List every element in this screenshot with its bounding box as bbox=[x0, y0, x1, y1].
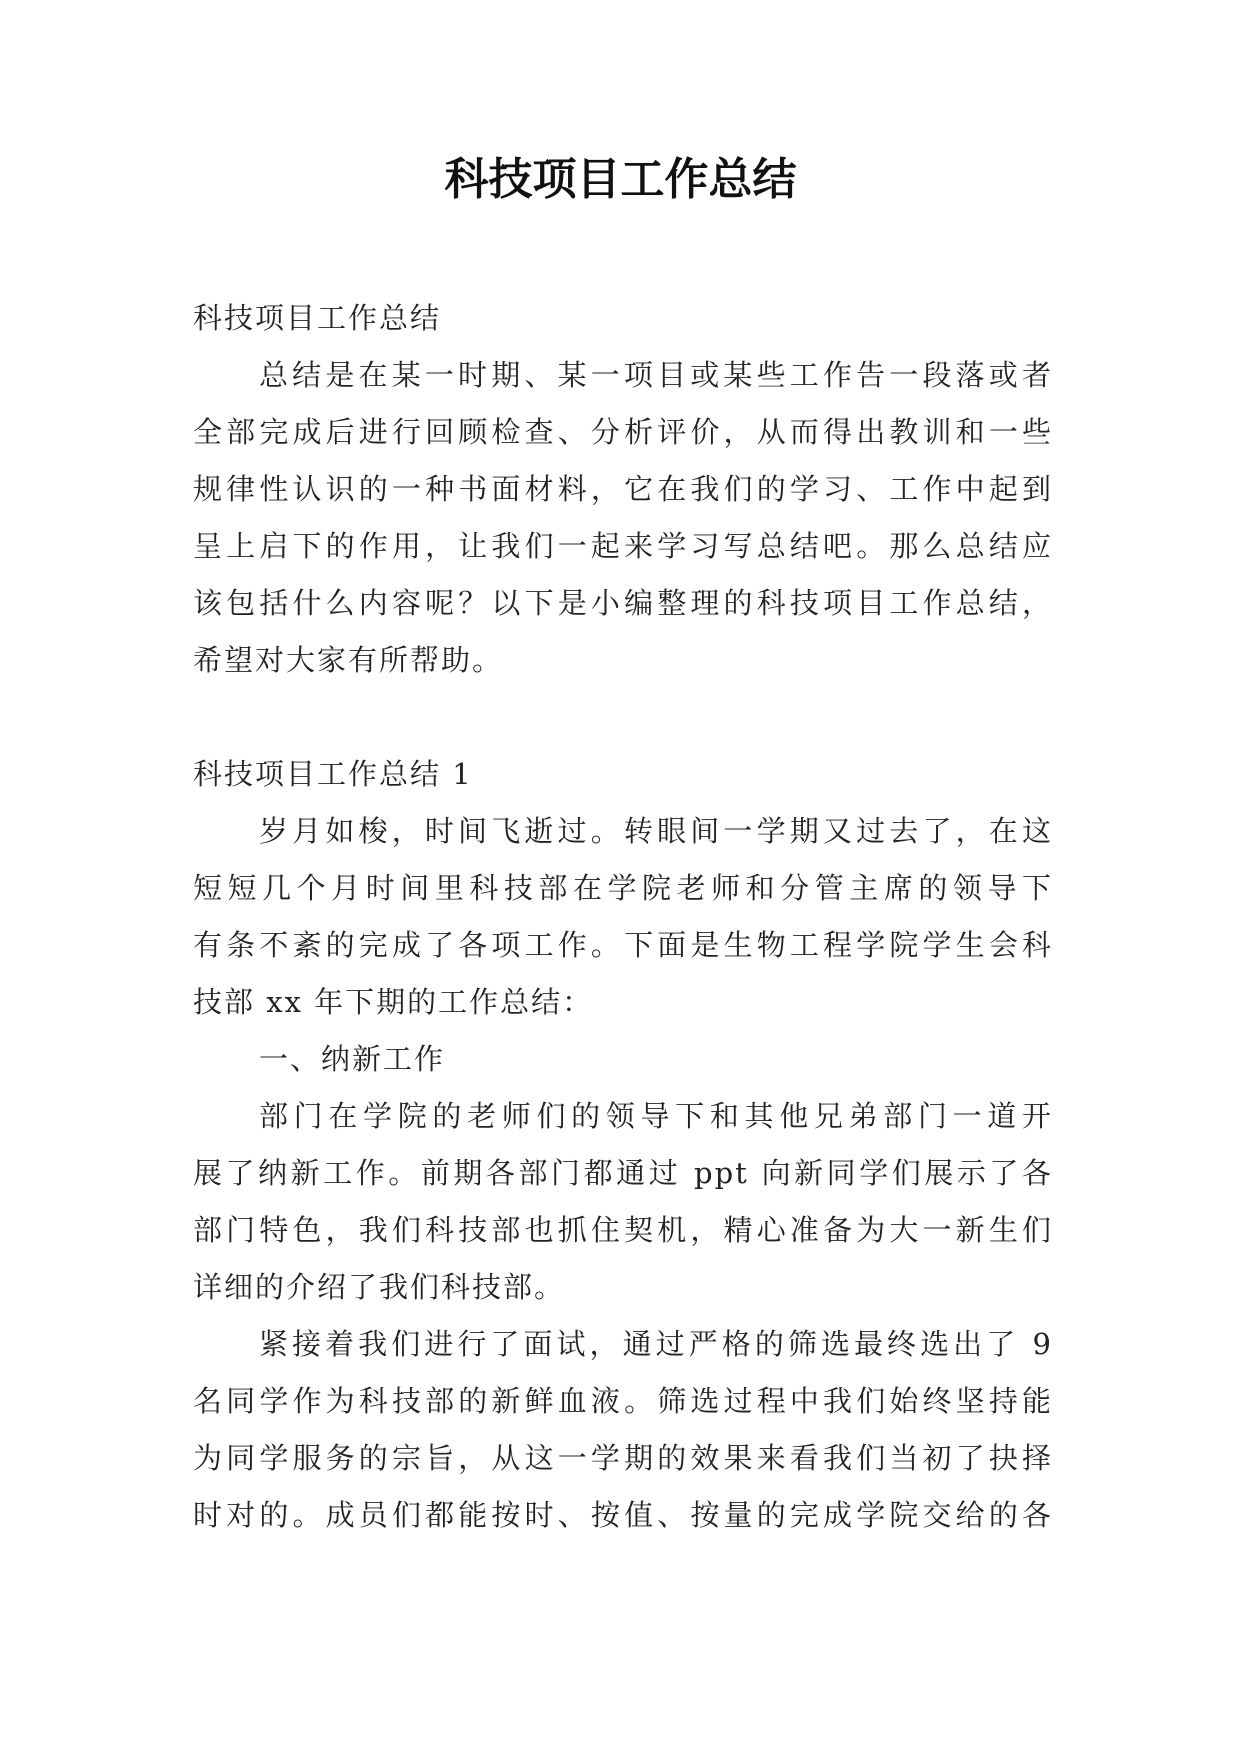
paragraph-line: 紧接着我们进行了面试，通过严格的筛选最终选出了 9 bbox=[259, 1327, 1053, 1361]
intro-subtitle: 科技项目工作总结 bbox=[193, 301, 442, 335]
paragraph-line: 时对的。成员们都能按时、按值、按量的完成学院交给的各 bbox=[193, 1498, 1053, 1532]
paragraph-line: 名同学作为科技部的新鲜血液。筛选过程中我们始终坚持能 bbox=[193, 1384, 1053, 1418]
item-heading: 一、纳新工作 bbox=[259, 1042, 446, 1076]
intro-paragraph-line: 全部完成后进行回顾检查、分析评价，从而得出教训和一些 bbox=[193, 415, 1053, 449]
paragraph-line: 展了纳新工作。前期各部门都通过 ppt 向新同学们展示了各 bbox=[193, 1156, 1053, 1190]
paragraph-line: 短短几个月时间里科技部在学院老师和分管主席的领导下 bbox=[193, 871, 1053, 905]
paragraph-line: 部门在学院的老师们的领导下和其他兄弟部门一道开 bbox=[259, 1099, 1053, 1133]
paragraph-line: 部门特色，我们科技部也抓住契机，精心准备为大一新生们 bbox=[193, 1213, 1053, 1247]
intro-section bbox=[193, 290, 1053, 689]
section-heading: 科技项目工作总结 1 bbox=[193, 757, 473, 791]
intro-paragraph-line: 该包括什么内容呢？以下是小编整理的科技项目工作总结， bbox=[193, 586, 1053, 620]
intro-paragraph-line: 总结是在某一时期、某一项目或某些工作告一段落或者 bbox=[259, 358, 1053, 392]
paragraph-line: 岁月如梭，时间飞逝过。转眼间一学期又过去了，在这 bbox=[259, 814, 1053, 848]
intro-paragraph-line: 希望对大家有所帮助。 bbox=[193, 643, 504, 677]
section-1 bbox=[193, 746, 1053, 1544]
intro-paragraph-line: 呈上启下的作用，让我们一起来学习写总结吧。那么总结应 bbox=[193, 529, 1053, 563]
paragraph-line: 为同学服务的宗旨，从这一学期的效果来看我们当初了抉择 bbox=[193, 1441, 1053, 1475]
intro-paragraph-line: 规律性认识的一种书面材料，它在我们的学习、工作中起到 bbox=[193, 472, 1053, 506]
paragraph-line: 有条不紊的完成了各项工作。下面是生物工程学院学生会科 bbox=[193, 928, 1053, 962]
paragraph-line: 技部 xx 年下期的工作总结： bbox=[193, 985, 594, 1019]
document-title: 科技项目工作总结 bbox=[444, 154, 797, 205]
paragraph-line: 详细的介绍了我们科技部。 bbox=[193, 1270, 566, 1304]
